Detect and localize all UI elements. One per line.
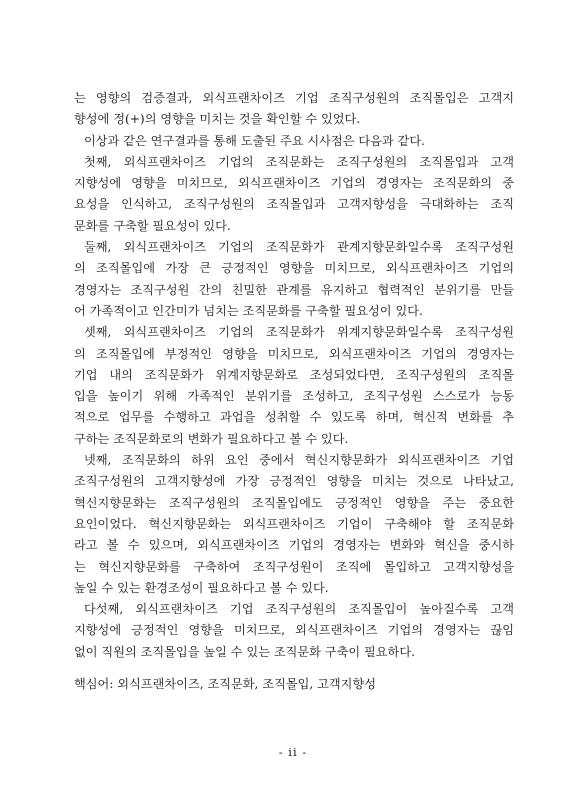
text-line: 라고 볼 수 있으며, 외식프랜차이즈 기업의 경영자는 변화와 혁신을 중시하 <box>74 538 514 553</box>
text-line: 요인이었다. 혁신지향문화는 외식프랜차이즈 기업이 구축해야 할 조직문화 <box>74 516 514 531</box>
text-line: 기업 내의 조직문화가 위계지향문화로 조성되었다면, 조직구성원의 조직몰 <box>74 367 514 382</box>
paragraph <box>74 237 514 322</box>
text-line: 는 영향의 검증결과, 외식프랜차이즈 기업 조직구성원의 조직몰입은 고객지 <box>74 91 514 105</box>
text-line: 이상과 같은 연구결과를 통해 도출된 주요 시사점은 다음과 같다. <box>84 133 425 148</box>
text-line: 의 조직몰입에 가장 큰 긍정적인 영향을 미치므로, 외식프랜차이즈 기업의 <box>74 261 514 276</box>
text-line: 셋째, 외식프랜차이즈 기업의 조직문화가 위계지향문화일수록 조직구성원 <box>84 325 514 340</box>
text-line: 지향성에 영향을 미치므로, 외식프랜차이즈 기업의 경영자는 조직문화의 중 <box>74 176 514 191</box>
body-text <box>74 88 514 663</box>
text-line: 의 조직몰입에 부정적인 영향을 미치므로, 외식프랜차이즈 기업의 경영자는 <box>74 346 514 361</box>
text-line: 문화를 구축할 필요성이 있다. <box>74 218 231 233</box>
text-line: 구하는 조직문화로의 변화가 필요하다고 볼 수 있다. <box>74 431 349 446</box>
text-line: 어 가족적이고 인간미가 넘치는 조직문화를 구축할 필요성이 있다. <box>74 303 423 318</box>
page-number: - ii - <box>278 745 308 759</box>
paragraph <box>74 88 514 131</box>
paragraph <box>74 131 514 152</box>
paragraph <box>74 599 514 663</box>
text-line: 경영자는 조직구성원 간의 친밀한 관계를 유지하고 협력적인 분위기를 만들 <box>74 282 514 297</box>
text-line: 혁신지향문화는 조직구성원의 조직몰입에도 긍정적인 영향을 주는 중요한 <box>74 495 514 510</box>
keywords-line: 핵심어: 외식프랜차이즈, 조직문화, 조직몰입, 고객지향성 <box>74 677 377 691</box>
text-line: 요성을 인식하고, 조직구성원의 조직몰입과 고객지향성을 극대화하는 조직 <box>74 197 514 212</box>
paragraph <box>74 322 514 450</box>
text-line: 넷째, 조직문화의 하위 요인 중에서 혁신지향문화가 외식프랜차이즈 기업 <box>84 453 514 468</box>
text-line: 없이 직원의 조직몰입을 높일 수 있는 조직문화 구축이 필요하다. <box>74 644 415 659</box>
text-line: 입을 높이기 위해 가족적인 분위기를 조성하고, 조직구성원 스스로가 능동 <box>74 389 514 404</box>
text-line: 첫째, 외식프랜차이즈 기업의 조직문화는 조직구성원의 조직몰입과 고객 <box>84 154 514 169</box>
text-line: 적으로 업무를 수행하고 과업을 성취할 수 있도록 하며, 혁신적 변화를 추 <box>74 410 514 425</box>
text-line: 지향성에 긍정적인 영향을 미치므로, 외식프랜차이즈 기업의 경영자는 끊임 <box>74 623 514 638</box>
text-line: 조직구성원의 고객지향성에 가장 긍정적인 영향을 미치는 것으로 나타났고, <box>74 474 514 489</box>
text-line: 다섯째, 외식프랜차이즈 기업 조직구성원의 조직몰입이 높아질수록 고객 <box>84 602 514 617</box>
text-line: 향성에 정(+)의 영향을 미치는 것을 확인할 수 있었다. <box>74 112 361 127</box>
paragraph <box>74 152 514 237</box>
paragraph <box>74 450 514 599</box>
text-line: 둘째, 외식프랜차이즈 기업의 조직문화가 관계지향문화일수록 조직구성원 <box>84 240 514 255</box>
text-line: 는 혁신지향문화를 구축하여 조직구성원이 조직에 몰입하고 고객지향성을 <box>74 559 514 574</box>
text-line: 높일 수 있는 환경조성이 필요하다고 볼 수 있다. <box>74 580 329 595</box>
